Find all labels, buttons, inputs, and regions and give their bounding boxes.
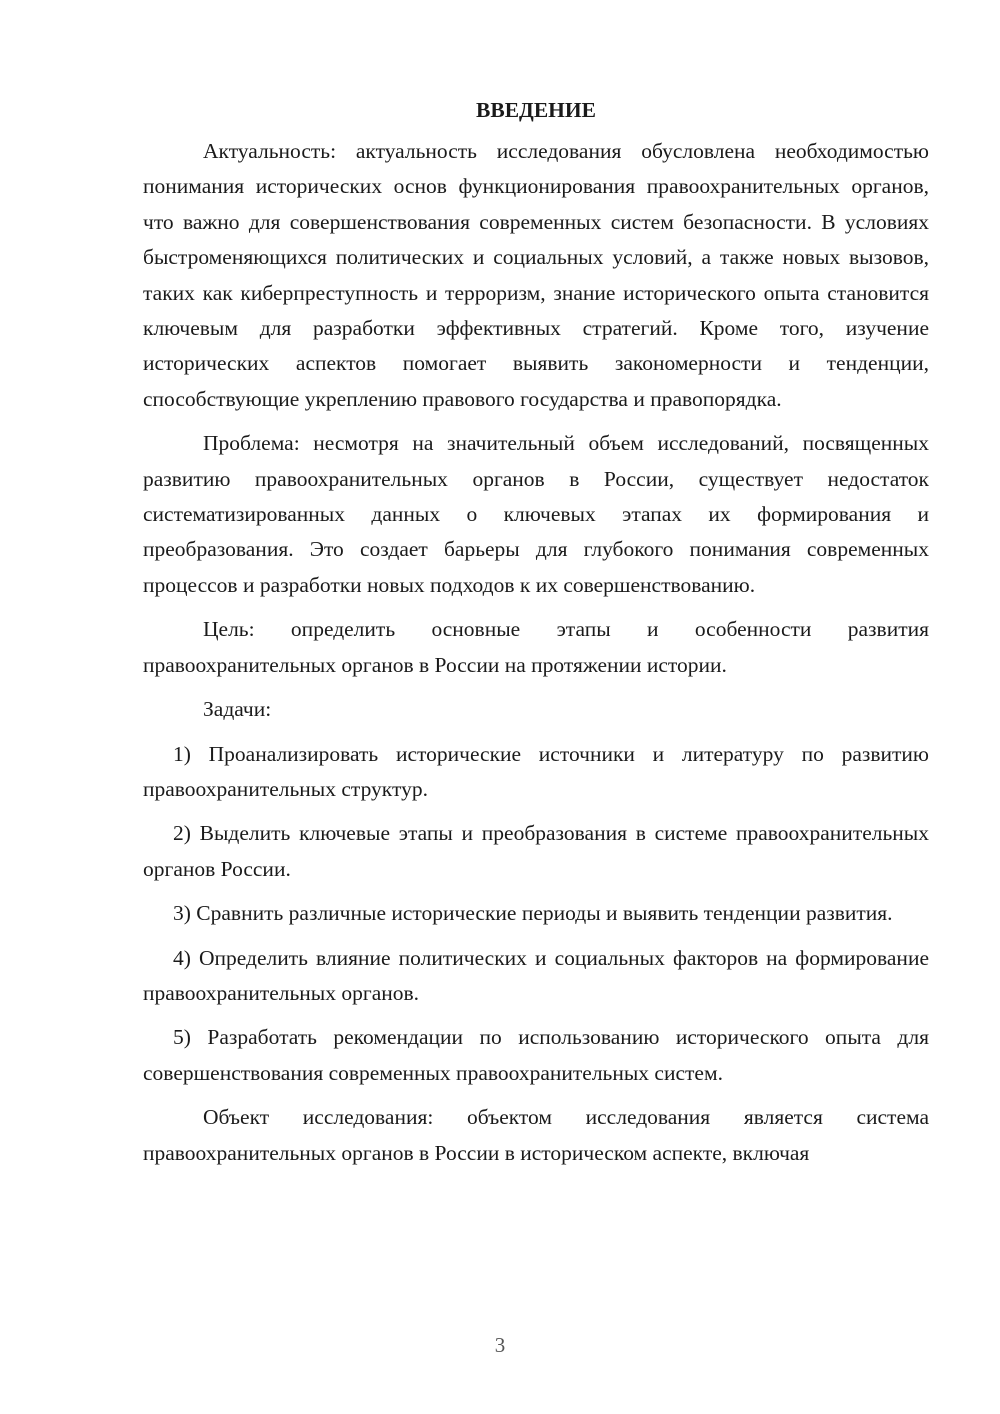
task-item: 3) Сравнить различные исторические периоды и выявить тенденции развития. (173, 901, 893, 926)
paragraph-problem: Проблема: несмотря на значительный объем исследований, посвященных развитию правоохранительных органов в России, существует недостаток систематизированных данных о ключевых этапах их формирования и преобразования. Это создает барьеры для глубокого понимания современных процессов и разработки новых подходов к их совершенствованию. (143, 431, 929, 597)
paragraph-object: Объект исследования: объектом исследования является система правоохранительных органов в России в историческом аспекте, включая (143, 1105, 929, 1165)
page-number: 3 (494, 1333, 506, 1357)
tasks-heading: Задачи: (203, 697, 272, 722)
document-body (143, 92, 929, 1171)
task-item: 2) Выделить ключевые этапы и преобразования в системе правоохранительных органов России. (143, 821, 929, 881)
paragraph-goal: Цель: определить основные этапы и особенности развития правоохранительных органов в России на протяжении истории. (143, 617, 929, 677)
paragraph-relevance: Актуальность: актуальность исследования обусловлена необходимостью понимания исторических основ функционирования правоохранительных органов, что важно для совершенствования современных систем безопасности. В условиях быстроменяющихся политических и социальных условий, а также новых вызовов, таких как киберпреступность и терроризм, знание исторического опыта становится ключевым для разработки эффективных стратегий. Кроме того, изучение исторических аспектов помогает выявить закономерности и тенденции, способствующие укреплению правового государства и правопорядка. (143, 139, 929, 411)
task-item: 4) Определить влияние политических и социальных факторов на формирование правоохранительных органов. (143, 945, 929, 1005)
task-item: 1) Проанализировать исторические источники и литературу по развитию правоохранительных структур. (143, 741, 929, 801)
task-item: 5) Разработать рекомендации по использованию исторического опыта для совершенствования современных правоохранительных систем. (143, 1025, 929, 1085)
page-title: ВВЕДЕНИЕ (476, 98, 596, 122)
